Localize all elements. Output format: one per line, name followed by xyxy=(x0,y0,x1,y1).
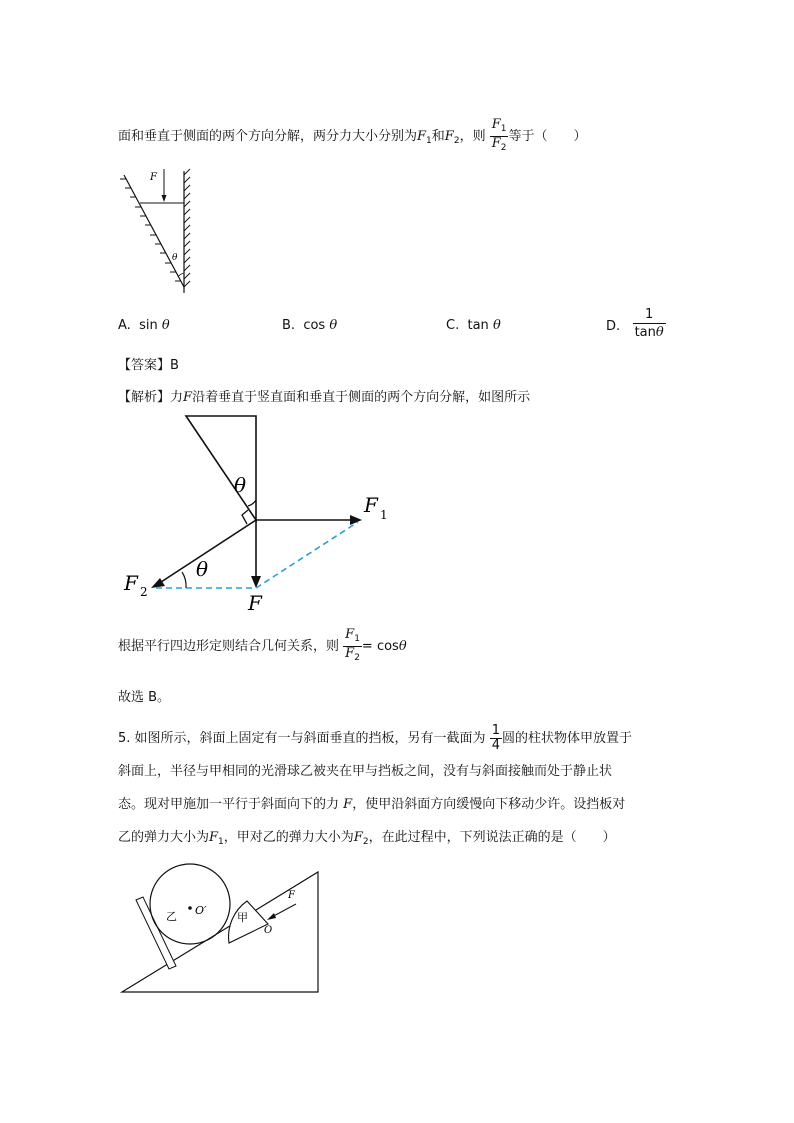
arrowhead-F2 xyxy=(151,578,165,588)
var-theta: θ xyxy=(398,639,407,654)
equals-text: 等于（ ） xyxy=(508,129,587,144)
label-jia: 甲 xyxy=(237,911,248,924)
numerator: 1 xyxy=(633,306,666,324)
label-F1: F xyxy=(364,493,378,517)
fraction-F1-over-F2 xyxy=(343,628,362,665)
q4-stem-line xyxy=(118,118,587,155)
option-var: θ xyxy=(329,318,338,333)
label-O-prime: O′ xyxy=(195,904,207,917)
label-F2: F xyxy=(124,571,138,595)
arrowhead-F1 xyxy=(350,515,362,525)
option-letter: D. xyxy=(606,319,621,334)
option-C[interactable] xyxy=(446,318,501,333)
subscript: 2 xyxy=(362,837,369,847)
label-F1-sub: 1 xyxy=(380,508,388,522)
var-F: F xyxy=(345,627,355,642)
q5-line-3 xyxy=(118,793,625,812)
q5-text: ，甲对乙的弹力大小为 xyxy=(223,830,354,845)
q5-text: 态。现对甲施加一平行于斜面向下的力 xyxy=(118,797,340,812)
var-F: F xyxy=(353,830,363,845)
quarter-cylinder-jia xyxy=(229,901,268,943)
wall-hatching xyxy=(184,169,190,287)
q5-text: 如图所示，斜面上固定有一与斜面垂直的挡板，另有一截面为 xyxy=(134,731,486,746)
option-A[interactable] xyxy=(118,318,170,333)
var-F: F xyxy=(444,129,454,144)
label-F: F xyxy=(248,591,262,615)
var-F: F xyxy=(345,646,355,661)
var-F: F xyxy=(491,136,501,151)
incline-figure xyxy=(118,856,328,998)
analysis-line xyxy=(118,386,530,405)
q5-text: 圆的柱状物体甲放置于 xyxy=(501,731,632,746)
option-letter: A. xyxy=(118,318,131,333)
answer-line xyxy=(118,354,179,373)
q5-text: ，在此过程中，下列说法正确的是（ ） xyxy=(368,830,616,845)
choose-line: 故选 B。 xyxy=(118,690,171,705)
q5-text: ，使甲沿斜面方向缓慢向下移动少许。设挡板对 xyxy=(352,797,626,812)
label-F2-sub: 2 xyxy=(140,585,148,599)
fraction-F1-over-F2 xyxy=(490,118,509,155)
var-F: F xyxy=(491,117,501,132)
var-F: F xyxy=(343,797,353,812)
analysis-label: 【解析】 xyxy=(118,390,171,405)
label-yi: 乙 xyxy=(166,910,177,923)
ball-yi xyxy=(150,864,230,944)
subscript: 2 xyxy=(453,136,460,146)
subscript: 2 xyxy=(500,143,507,153)
fraction-quarter xyxy=(490,724,502,753)
label-theta-top: θ xyxy=(234,473,247,497)
label-O: O xyxy=(264,925,273,936)
wedge-wall-figure xyxy=(118,165,198,297)
analysis-text: 力 xyxy=(170,390,184,405)
option-D[interactable] xyxy=(606,306,666,341)
q4-stem-text: 面和垂直于侧面的两个方向分解，两分力大小分别为 xyxy=(118,129,418,144)
subscript: 1 xyxy=(218,837,224,847)
option-letter: C. xyxy=(446,318,460,333)
then-text: ，则 xyxy=(459,129,486,144)
subscript: 2 xyxy=(354,653,360,663)
and-text: 和 xyxy=(431,129,445,144)
q5-line-4 xyxy=(118,826,616,847)
option-func: sin xyxy=(139,318,158,333)
baffle-plate xyxy=(136,897,176,969)
q5-number: 5. xyxy=(118,731,131,746)
option-func: cos xyxy=(303,318,326,333)
slope-hatching xyxy=(120,179,181,281)
label-F: F xyxy=(288,890,295,901)
denominator: 4 xyxy=(491,738,500,753)
option-B[interactable] xyxy=(282,318,337,333)
arrowhead xyxy=(267,913,276,920)
analysis-text: 沿着垂直于竖直面和垂直于侧面的两个方向分解，如图所示 xyxy=(192,390,531,405)
option-var: θ xyxy=(655,325,664,340)
angle-arc-top xyxy=(248,500,256,506)
force-decomposition-figure xyxy=(118,410,408,620)
label-theta: θ xyxy=(172,253,178,263)
equals-cos: = cos xyxy=(361,639,399,654)
answer-value: B xyxy=(170,358,179,373)
right-angle-marker xyxy=(242,510,248,524)
option-var: θ xyxy=(492,318,501,333)
q5-line-1 xyxy=(118,724,632,753)
label-F: F xyxy=(150,172,157,183)
var-F: F xyxy=(417,129,427,144)
dashed-diagonal xyxy=(256,522,358,588)
arrowhead xyxy=(162,195,167,202)
var-F: F xyxy=(209,830,219,845)
subscript: 1 xyxy=(500,124,507,134)
option-func: tan xyxy=(467,318,489,333)
option-func: tan xyxy=(634,325,656,340)
label-theta-bottom: θ xyxy=(196,557,209,581)
angle-arc-bottom xyxy=(182,572,186,588)
var-F: F xyxy=(183,390,193,405)
answer-label: 【答案】 xyxy=(118,358,171,373)
subscript: 1 xyxy=(426,136,432,146)
numerator: 1 xyxy=(491,723,500,738)
center-dot xyxy=(188,906,192,910)
fraction-1-over-tan xyxy=(633,306,666,341)
wedge-triangle xyxy=(186,416,256,520)
conclusion-text: 根据平行四边形定则结合几何关系，则 xyxy=(118,639,340,654)
q5-line-2: 斜面上，半径与甲相同的光滑球乙被夹在甲与挡板之间，没有与斜面接触而处于静止状 xyxy=(118,764,613,779)
subscript: 1 xyxy=(354,634,360,644)
slope-line xyxy=(124,175,184,287)
angle-arc xyxy=(178,273,184,277)
option-var: θ xyxy=(161,318,170,333)
option-letter: B. xyxy=(282,318,296,333)
q5-text: 乙的弹力大小为 xyxy=(118,830,210,845)
conclusion-line xyxy=(118,628,407,665)
